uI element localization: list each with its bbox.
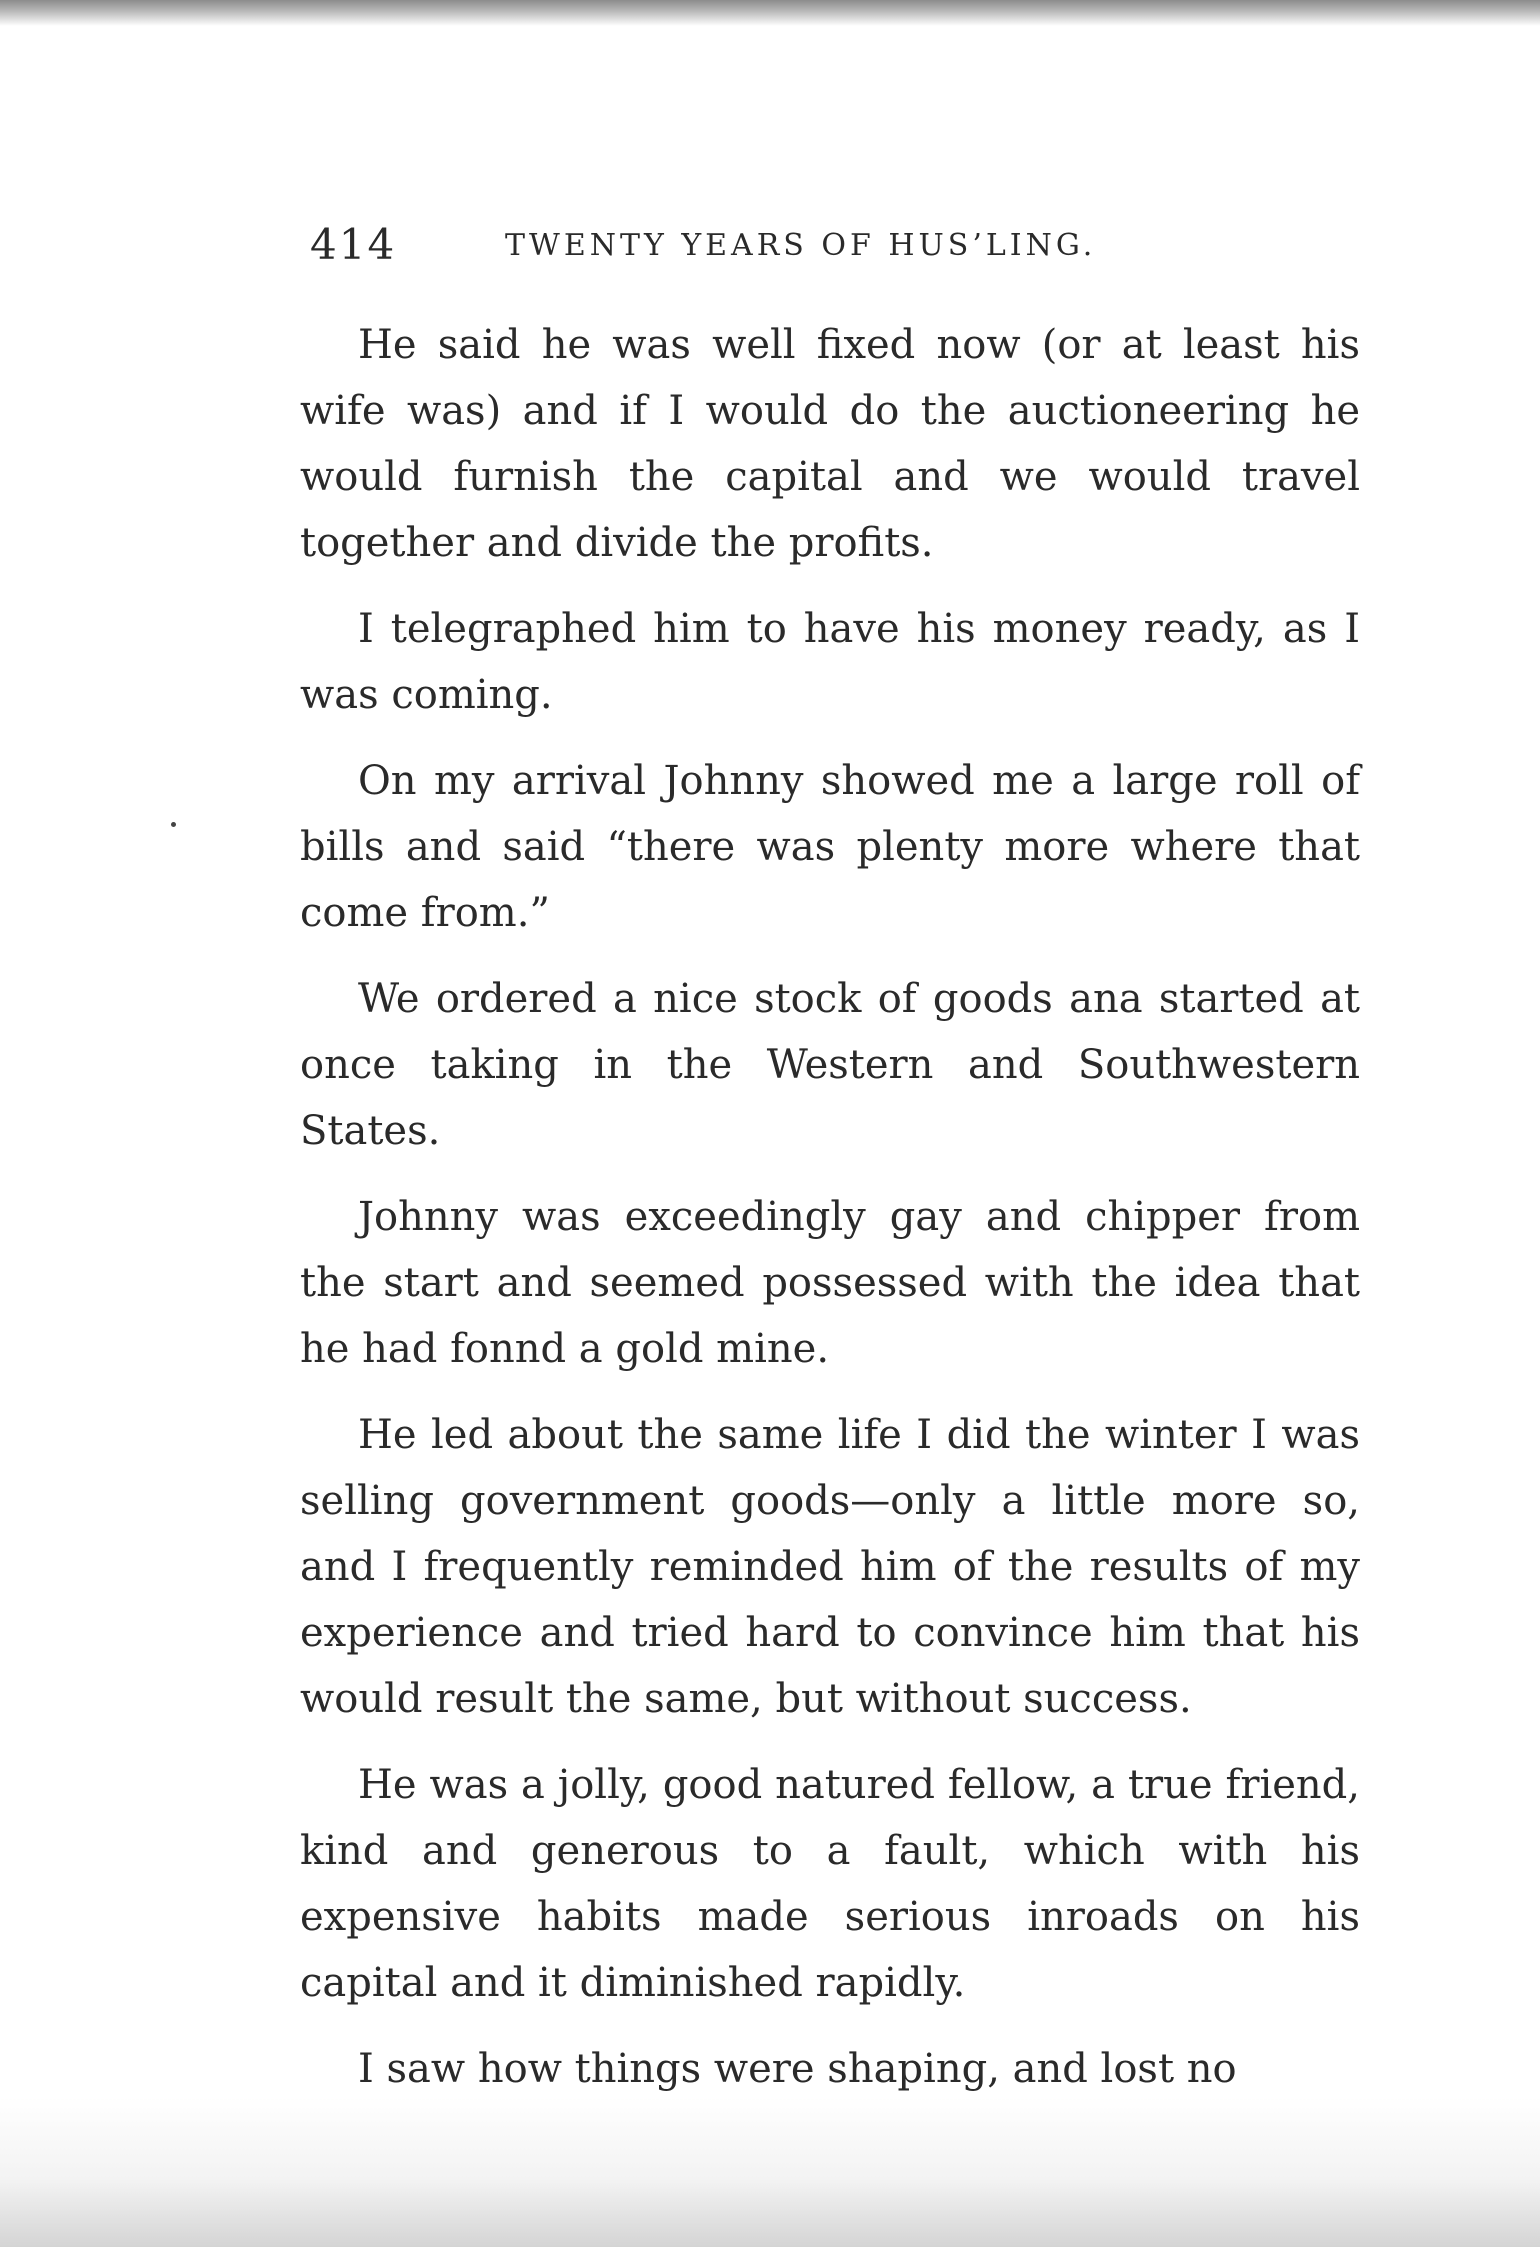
scan-top-shadow (0, 0, 1540, 26)
ink-speck (171, 822, 176, 827)
running-title: TWENTY YEARS OF HUS’LING. (505, 228, 1097, 263)
paragraph: He led about the same life I did the winter I was selling government goods—only a little more so, and I frequently reminded him of the results of my experience and tried hard to convince him that his would result the same, but without success. (300, 1412, 1360, 1722)
paragraph: On my arrival Johnny showed me a large roll of bills and said “there was plenty more where that come from.” (300, 758, 1360, 936)
scan-bottom-shadow (0, 2097, 1540, 2247)
paragraph: He said he was well fixed now (or at least his wife was) and if I would do the auctioneering he would furnish the capital and we would travel together and divide the profits. (300, 322, 1360, 566)
running-head (300, 220, 1360, 290)
paragraph: I telegraphed him to have his money ready, as I was coming. (300, 606, 1360, 718)
book-page (300, 220, 1360, 2102)
paragraph: Johnny was exceedingly gay and chipper from the start and seemed possessed with the idea that he had fonnd a gold mine. (300, 1194, 1360, 1372)
body-text (300, 312, 1360, 2102)
page-number: 414 (310, 220, 397, 269)
paragraph: We ordered a nice stock of goods ana started at once taking in the Western and Southwestern States. (300, 976, 1360, 1154)
paragraph: He was a jolly, good natured fellow, a true friend, kind and generous to a fault, which with his expensive habits made serious inroads on his capital and it diminished rapidly. (300, 1762, 1360, 2006)
paragraph: I saw how things were shaping, and lost no (358, 2046, 1237, 2092)
